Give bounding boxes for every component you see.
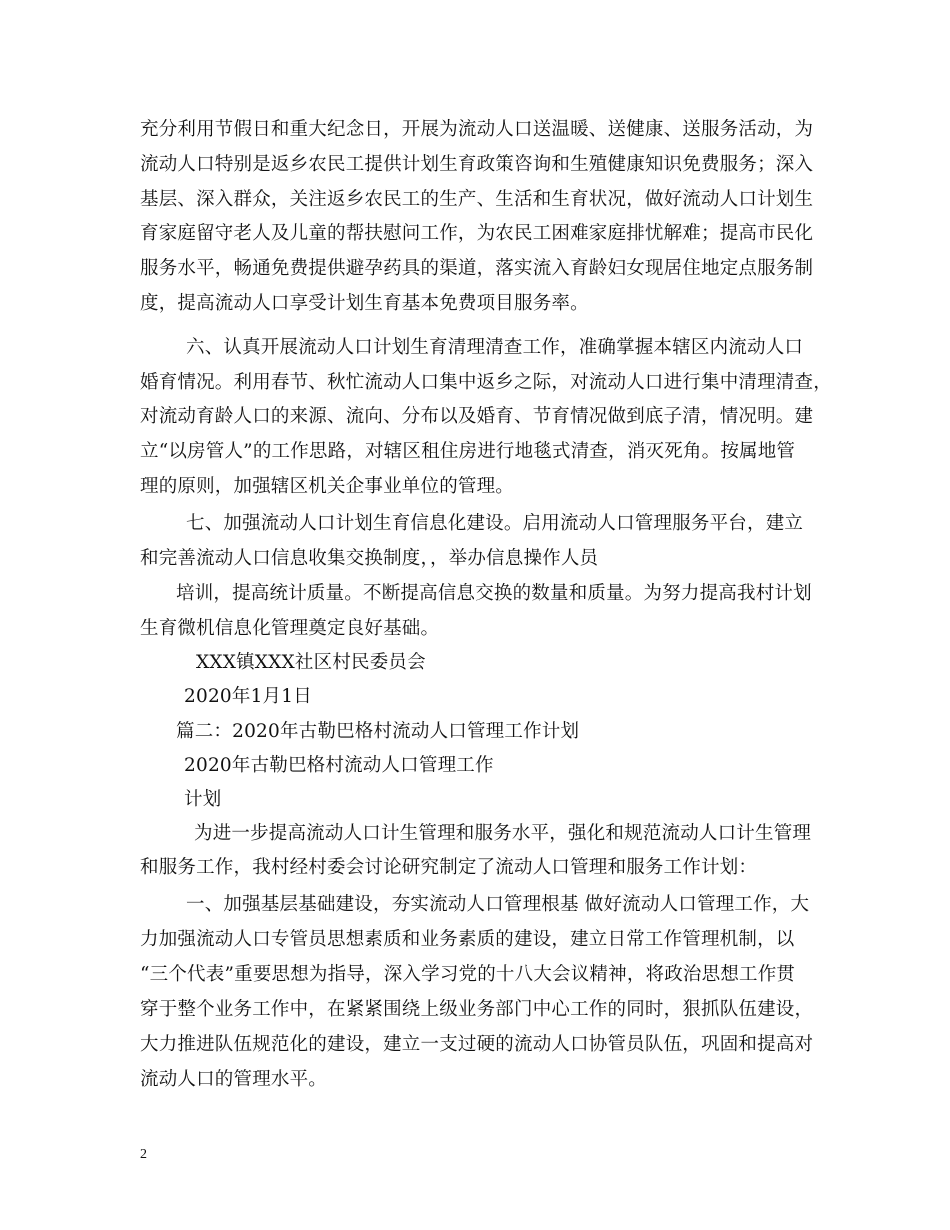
signature-org: XXX镇XXX社区村民委员会 xyxy=(196,652,426,673)
text-line: 服务水平，畅通免费提供避孕药具的渠道，落实流入育龄妇女现居住地定点服务制 xyxy=(140,258,814,279)
text-line: 七、加强流动人口计划生育信息化建设。启用流动人口管理服务平台，建立 xyxy=(186,513,804,534)
text-line: 充分利用节假日和重大纪念日，开展为流动人口送温暖、送健康、送服务活动，为 xyxy=(140,119,814,140)
text-line: 婚育情况。利用春节、秋忙流动人口集中返乡之际，对流动人口进行集中清理清查， xyxy=(140,372,832,393)
text-line: 度，提高流动人口享受计划生育基本免费项目服务率。 xyxy=(140,293,589,314)
section-heading: 篇二：2020年古勒巴格村流动人口管理工作计划 xyxy=(176,721,580,742)
text-line: 一、加强基层基础建设，夯实流动人口管理根基 做好流动人口管理工作，大 xyxy=(186,894,810,915)
text-line: 培训，提高统计质量。不断提高信息交换的数量和质量。为努力提高我村计划 xyxy=(176,583,812,604)
text-line: 六、认真开展流动人口计划生育清理清查工作，准确掌握本辖区内流动人口 xyxy=(186,337,804,358)
page-number: 2 xyxy=(140,1147,147,1162)
text-line: 和服务工作，我村经村委会讨论研究制定了流动人口管理和服务工作计划： xyxy=(140,857,758,878)
text-line: 育家庭留守老人及儿童的帮扶慰问工作，为农民工困难家庭排忧解难；提高市民化 xyxy=(140,223,814,244)
text-line: “三个代表”重要思想为指导，深入学习党的十八大会议精神，将政治思想工作贯 xyxy=(140,964,796,985)
text-line: 流动人口的管理水平。 xyxy=(140,1069,328,1090)
text-line: 流动人口特别是返乡农民工提供计划生育政策咨询和生殖健康知识免费服务；深入 xyxy=(140,154,814,175)
text-line: 立“以房管人”的工作思路，对辖区租住房进行地毯式清查，消灭死角。按属地管 xyxy=(140,441,796,462)
text-line: 生育微机信息化管理奠定良好基础。 xyxy=(140,618,440,639)
text-line: 和完善流动人口信息收集交换制度，，举办信息操作人员 xyxy=(140,548,599,569)
text-line: 穿于整个业务工作中，在紧紧围绕上级业务部门中心工作的同时，狠抓队伍建设， xyxy=(140,999,814,1020)
signature-date: 2020年1月1日 xyxy=(184,686,312,707)
text-line: 对流动育龄人口的来源、流向、分布以及婚育、节育情况做到底子清，情况明。建 xyxy=(140,406,814,427)
text-line: 基层、深入群众，关注返乡农民工的生产、生活和生育状况，做好流动人口计划生 xyxy=(140,189,814,210)
plan-title: 2020年古勒巴格村流动人口管理工作 xyxy=(184,755,494,776)
text-line: 为进一步提高流动人口计生管理和服务水平，强化和规范流动人口计生管理 xyxy=(194,823,812,844)
plan-title-continued: 计划 xyxy=(184,789,222,810)
text-line: 力加强流动人口专管员思想素质和业务素质的建设，建立日常工作管理机制，以 xyxy=(140,929,795,950)
text-line: 大力推进队伍规范化的建设，建立一支过硬的流动人口协管员队伍，巩固和提高对 xyxy=(140,1034,814,1055)
text-line: 理的原则，加强辖区机关企事业单位的管理。 xyxy=(140,476,515,497)
